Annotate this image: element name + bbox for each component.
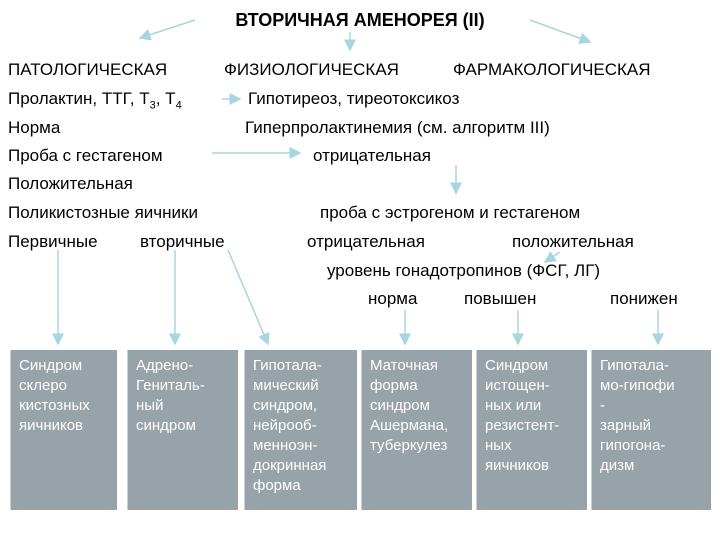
primary-label: Первичные bbox=[8, 232, 98, 251]
positive-result: Положительная bbox=[8, 174, 133, 193]
category-pathological: ПАТОЛОГИЧЕСКАЯ bbox=[8, 60, 168, 79]
gonadotropin-level: уровень гонадотропинов (ФСГ, ЛГ) bbox=[327, 261, 601, 280]
outcome-text: Синдром истощен- ных или резистент- ных яичников bbox=[485, 357, 560, 474]
norm-result: Норма bbox=[8, 118, 61, 137]
arrow-secondary-box3 bbox=[228, 250, 268, 344]
outcome-text: Гипотала- мический синдром, нейрооб- менноэн- докринная форма bbox=[253, 357, 327, 494]
outcome-box bbox=[127, 350, 238, 510]
polycystic-ovaries: Поликистозные яичники bbox=[8, 203, 198, 222]
estrogen-progestogen-test: проба с эстрогеном и гестагеном bbox=[320, 203, 581, 222]
thyroid-disorders: Гипотиреоз, тиреотоксикоз bbox=[248, 89, 460, 108]
outcome-text: Синдром склеро кистозных яичников bbox=[19, 357, 90, 434]
page-title: ВТОРИЧНАЯ АМЕНОРЕЯ (II) bbox=[235, 10, 485, 30]
outcome-text: Маточная форма синдром Ашермана, туберкулез bbox=[370, 357, 449, 454]
category-pharmacological: ФАРМАКОЛОГИЧЕСКАЯ bbox=[453, 60, 651, 79]
arrow-title-pharma bbox=[530, 20, 590, 42]
positive-result-2: положительная bbox=[512, 232, 634, 251]
outcome-box bbox=[591, 350, 711, 510]
outcome-box bbox=[476, 350, 587, 510]
outcome-box bbox=[244, 350, 357, 510]
hormone-tests: Пролактин, ТТГ, $Т_3$, $Т_4$ bbox=[8, 89, 182, 112]
negative-result-2: отрицательная bbox=[307, 232, 425, 251]
level-lowered: понижен bbox=[610, 289, 678, 308]
hyperprolactinemia: Гиперпролактинемия (см. алгоритм III) bbox=[245, 118, 550, 137]
category-physiological: ФИЗИОЛОГИЧЕСКАЯ bbox=[224, 60, 399, 79]
outcome-text: Адрено- Гениталь- ный синдром bbox=[136, 357, 205, 434]
arrow-title-patho bbox=[140, 20, 195, 38]
progestogen-test: Проба с гестагеном bbox=[8, 146, 163, 165]
level-elevated: повышен bbox=[464, 289, 537, 308]
negative-result: отрицательная bbox=[313, 146, 431, 165]
outcome-box bbox=[361, 350, 472, 510]
outcome-box bbox=[10, 350, 117, 510]
level-normal: норма bbox=[368, 289, 418, 308]
outcome-text: Гипотала- мо-гипофи - зарный гипогона- дизм bbox=[600, 357, 675, 474]
secondary-label: вторичные bbox=[140, 232, 225, 251]
